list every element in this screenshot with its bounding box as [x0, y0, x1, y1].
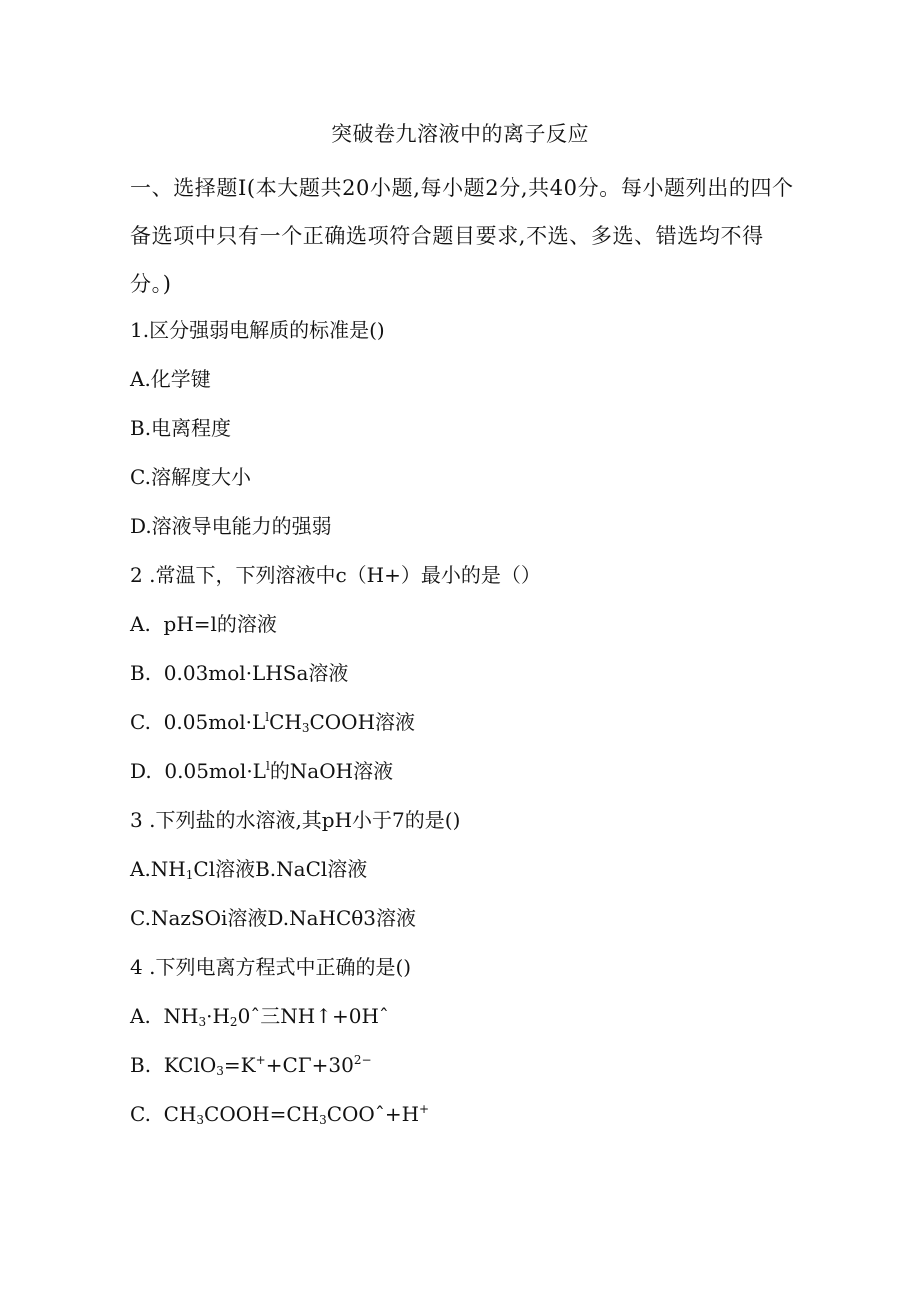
subscript: 3 [198, 1015, 207, 1029]
question-4-option-c [130, 1100, 429, 1128]
text-run: C. CH [130, 1102, 197, 1126]
subscript: 3 [196, 1113, 205, 1127]
superscript: 2− [353, 1053, 372, 1067]
question-1-option-d: D.溶液导电能力的强弱 [130, 514, 332, 538]
question-4-option-a [130, 1002, 389, 1030]
text-run: ·H [206, 1004, 230, 1028]
document-title: 突破卷九溶液中的离子反应 [331, 122, 589, 146]
text-run: B. KClO [130, 1053, 217, 1077]
text-run: A.NH [130, 857, 186, 881]
question-1-option-b: B.电离程度 [130, 416, 232, 440]
question-3: 3 .下列盐的水溶液,其pH小于7的是() [130, 808, 461, 832]
subscript: 3 [216, 1064, 224, 1078]
question-2-option-c [130, 708, 415, 736]
subscript: 3 [301, 721, 310, 735]
question-4-option-b [130, 1051, 372, 1079]
superscript: l [265, 759, 270, 773]
text-run: COOH溶液 [309, 710, 416, 734]
question-4: 4 .下列电离方程式中正确的是() [130, 955, 412, 979]
superscript: + [419, 1102, 430, 1116]
question-1: 1.区分强弱电解质的标准是() [130, 318, 385, 342]
text-run: =K [223, 1053, 256, 1077]
section-intro: 一、选择题Ⅰ(本大题共20小题,每小题2分,共40分。每小题列出的四个备选项中只有一个正确选项符合题目要求,不选、多选、错选均不得分。) [130, 176, 794, 296]
text-run: +CΓ+30 [265, 1053, 354, 1077]
superscript: l [265, 710, 270, 724]
question-3-options-cd: C.NazSOi溶液D.NaHCθ3溶液 [130, 906, 417, 930]
question-2-option-d [130, 757, 393, 785]
question-2: 2 .常温下，下列溶液中c（H+）最小的是（） [130, 563, 541, 587]
text-run: D. 0.05mol·L [130, 759, 266, 783]
text-run: COOH=CH [204, 1102, 320, 1126]
text-run: Cl溶液B.NaCl溶液 [193, 857, 368, 881]
question-1-option-c: C.溶解度大小 [130, 465, 251, 489]
subscript: 3 [319, 1113, 327, 1127]
question-1-option-a: A.化学键 [130, 367, 211, 391]
text-run: COOˆ+H [326, 1102, 420, 1126]
superscript: + [255, 1053, 266, 1067]
subscript: 1 [185, 868, 194, 882]
text-run: CH [269, 710, 302, 734]
question-2-option-a: A. pH=l的溶液 [130, 612, 277, 636]
text-run: 的NaOH溶液 [269, 759, 394, 783]
question-3-options-ab [130, 855, 367, 883]
text-run: C. 0.05mol·L [130, 710, 266, 734]
question-2-option-b: B. 0.03mol·LHSa溶液 [130, 661, 349, 685]
text-run: 0ˆ三NH↑+0Hˆ [237, 1004, 389, 1028]
text-run: A. NH [130, 1004, 199, 1028]
subscript: 2 [229, 1015, 238, 1029]
